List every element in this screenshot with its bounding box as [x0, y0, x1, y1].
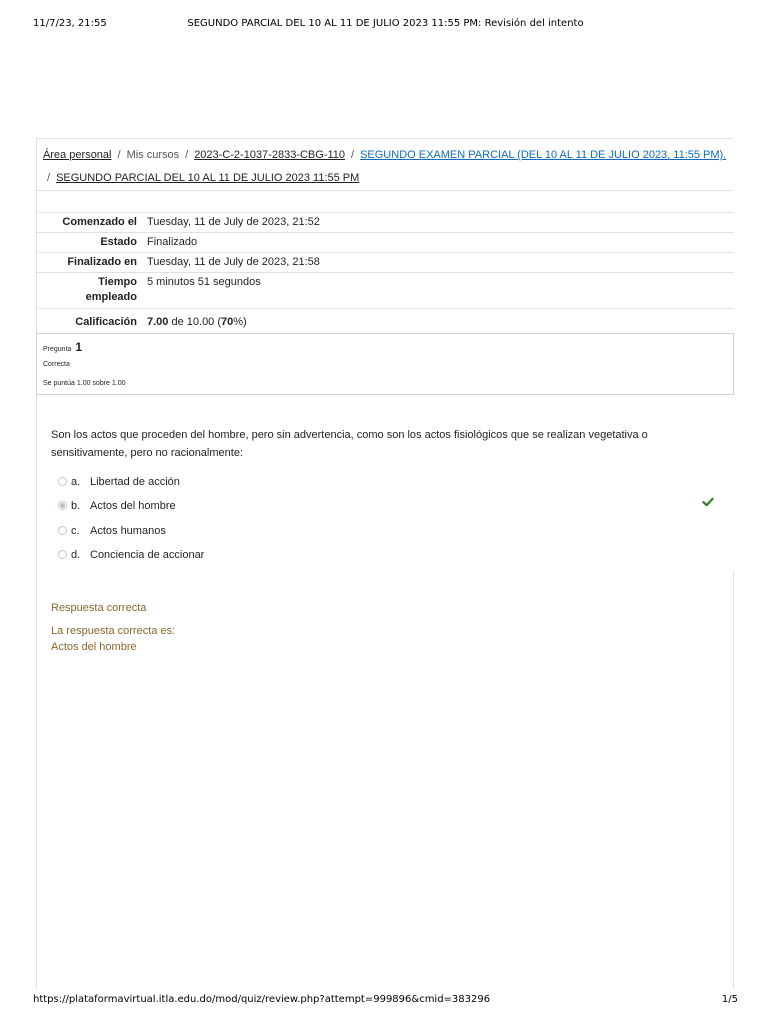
breadcrumb-section-link[interactable]: SEGUNDO EXAMEN PARCIAL (DEL 10 AL 11 DE JULIO 2023, 11:55 PM). [360, 149, 727, 161]
feedback-result: Respuesta correcta [51, 602, 147, 614]
print-date: 11/7/23, 21:55 [33, 18, 107, 29]
question-label: Pregunta [43, 346, 72, 353]
summary-row-state [36, 233, 734, 253]
time-label [36, 273, 147, 309]
answer-text: Conciencia de accionar [90, 549, 205, 561]
question-info-box [36, 333, 734, 395]
page-frame-right-border [733, 570, 734, 988]
breadcrumb-row-1 [43, 149, 726, 161]
question-number [43, 340, 82, 354]
answer-text: Actos humanos [90, 525, 166, 537]
print-title: SEGUNDO PARCIAL DEL 10 AL 11 DE JULIO 2023 11:55 PM: Revisión del intento [187, 18, 584, 29]
breadcrumb-separator: / [47, 172, 51, 184]
grade-of: de 10.00 ( [171, 316, 222, 328]
answer-letter: a. [71, 476, 81, 488]
breadcrumb-home-link[interactable]: Área personal [43, 149, 112, 161]
answer-radio-c[interactable] [58, 526, 67, 535]
answer-text: Actos del hombre [90, 500, 176, 512]
feedback-correct-answer: Actos del hombre [51, 641, 137, 653]
grade-score: 7.00 [147, 316, 169, 328]
breadcrumb-quiz-link[interactable]: SEGUNDO PARCIAL DEL 10 AL 11 DE JULIO 2023 11:55 PM [56, 172, 360, 184]
answer-letter: b. [71, 500, 81, 512]
breadcrumb-separator: / [351, 149, 355, 161]
question-number-value: 1 [75, 340, 83, 354]
breadcrumb [36, 138, 733, 191]
answer-letter: c. [71, 525, 80, 537]
state-label: Estado [36, 233, 147, 253]
finished-label: Finalizado en [36, 253, 147, 273]
print-footer [33, 994, 738, 1008]
time-label-line-1: Tiempo [98, 276, 137, 288]
started-label: Comenzado el [36, 213, 147, 233]
feedback-correct-intro: La respuesta correcta es: [51, 625, 176, 637]
breadcrumb-row-2 [47, 172, 359, 184]
attempt-summary-table [36, 212, 734, 337]
breadcrumb-separator: / [185, 149, 189, 161]
summary-row-finished [36, 253, 734, 273]
breadcrumb-my-courses: Mis cursos [126, 149, 180, 161]
question-grade: Se puntúa 1.00 sobre 1.00 [43, 380, 126, 387]
question-text: Son los actos que proceden del hombre, pero sin advertencia, como son los actos fisiológicos que se realizan vegetativa o sensitivamente, pero no racionalmente: [51, 429, 648, 459]
answer-text: Libertad de acción [90, 476, 180, 488]
grade-label: Calificación [36, 309, 147, 337]
finished-value: Tuesday, 11 de July de 2023, 21:58 [147, 253, 734, 273]
breadcrumb-separator: / [117, 149, 121, 161]
time-label-line-2: empleado [85, 291, 137, 303]
answer-radio-a[interactable] [58, 477, 67, 486]
print-page-number: 1/5 [721, 994, 738, 1005]
grade-close: %) [233, 316, 247, 328]
state-value: Finalizado [147, 233, 734, 253]
print-header [33, 18, 738, 32]
answer-radio-d[interactable] [58, 550, 67, 559]
summary-row-started [36, 213, 734, 233]
summary-row-time [36, 273, 734, 309]
answer-letter: d. [71, 549, 81, 561]
print-url: https://plataformavirtual.itla.edu.do/mod/quiz/review.php?attempt=999896&cmid=383296 [33, 994, 491, 1005]
question-state: Correcta [43, 361, 70, 368]
breadcrumb-course-link[interactable]: 2023-C-2-1037-2833-CBG-110 [194, 149, 346, 161]
started-value: Tuesday, 11 de July de 2023, 21:52 [147, 213, 734, 233]
answer-radio-b[interactable] [58, 501, 67, 510]
grade-percent: 70 [221, 316, 234, 328]
time-value: 5 minutos 51 segundos [147, 273, 734, 309]
check-icon [702, 496, 714, 508]
